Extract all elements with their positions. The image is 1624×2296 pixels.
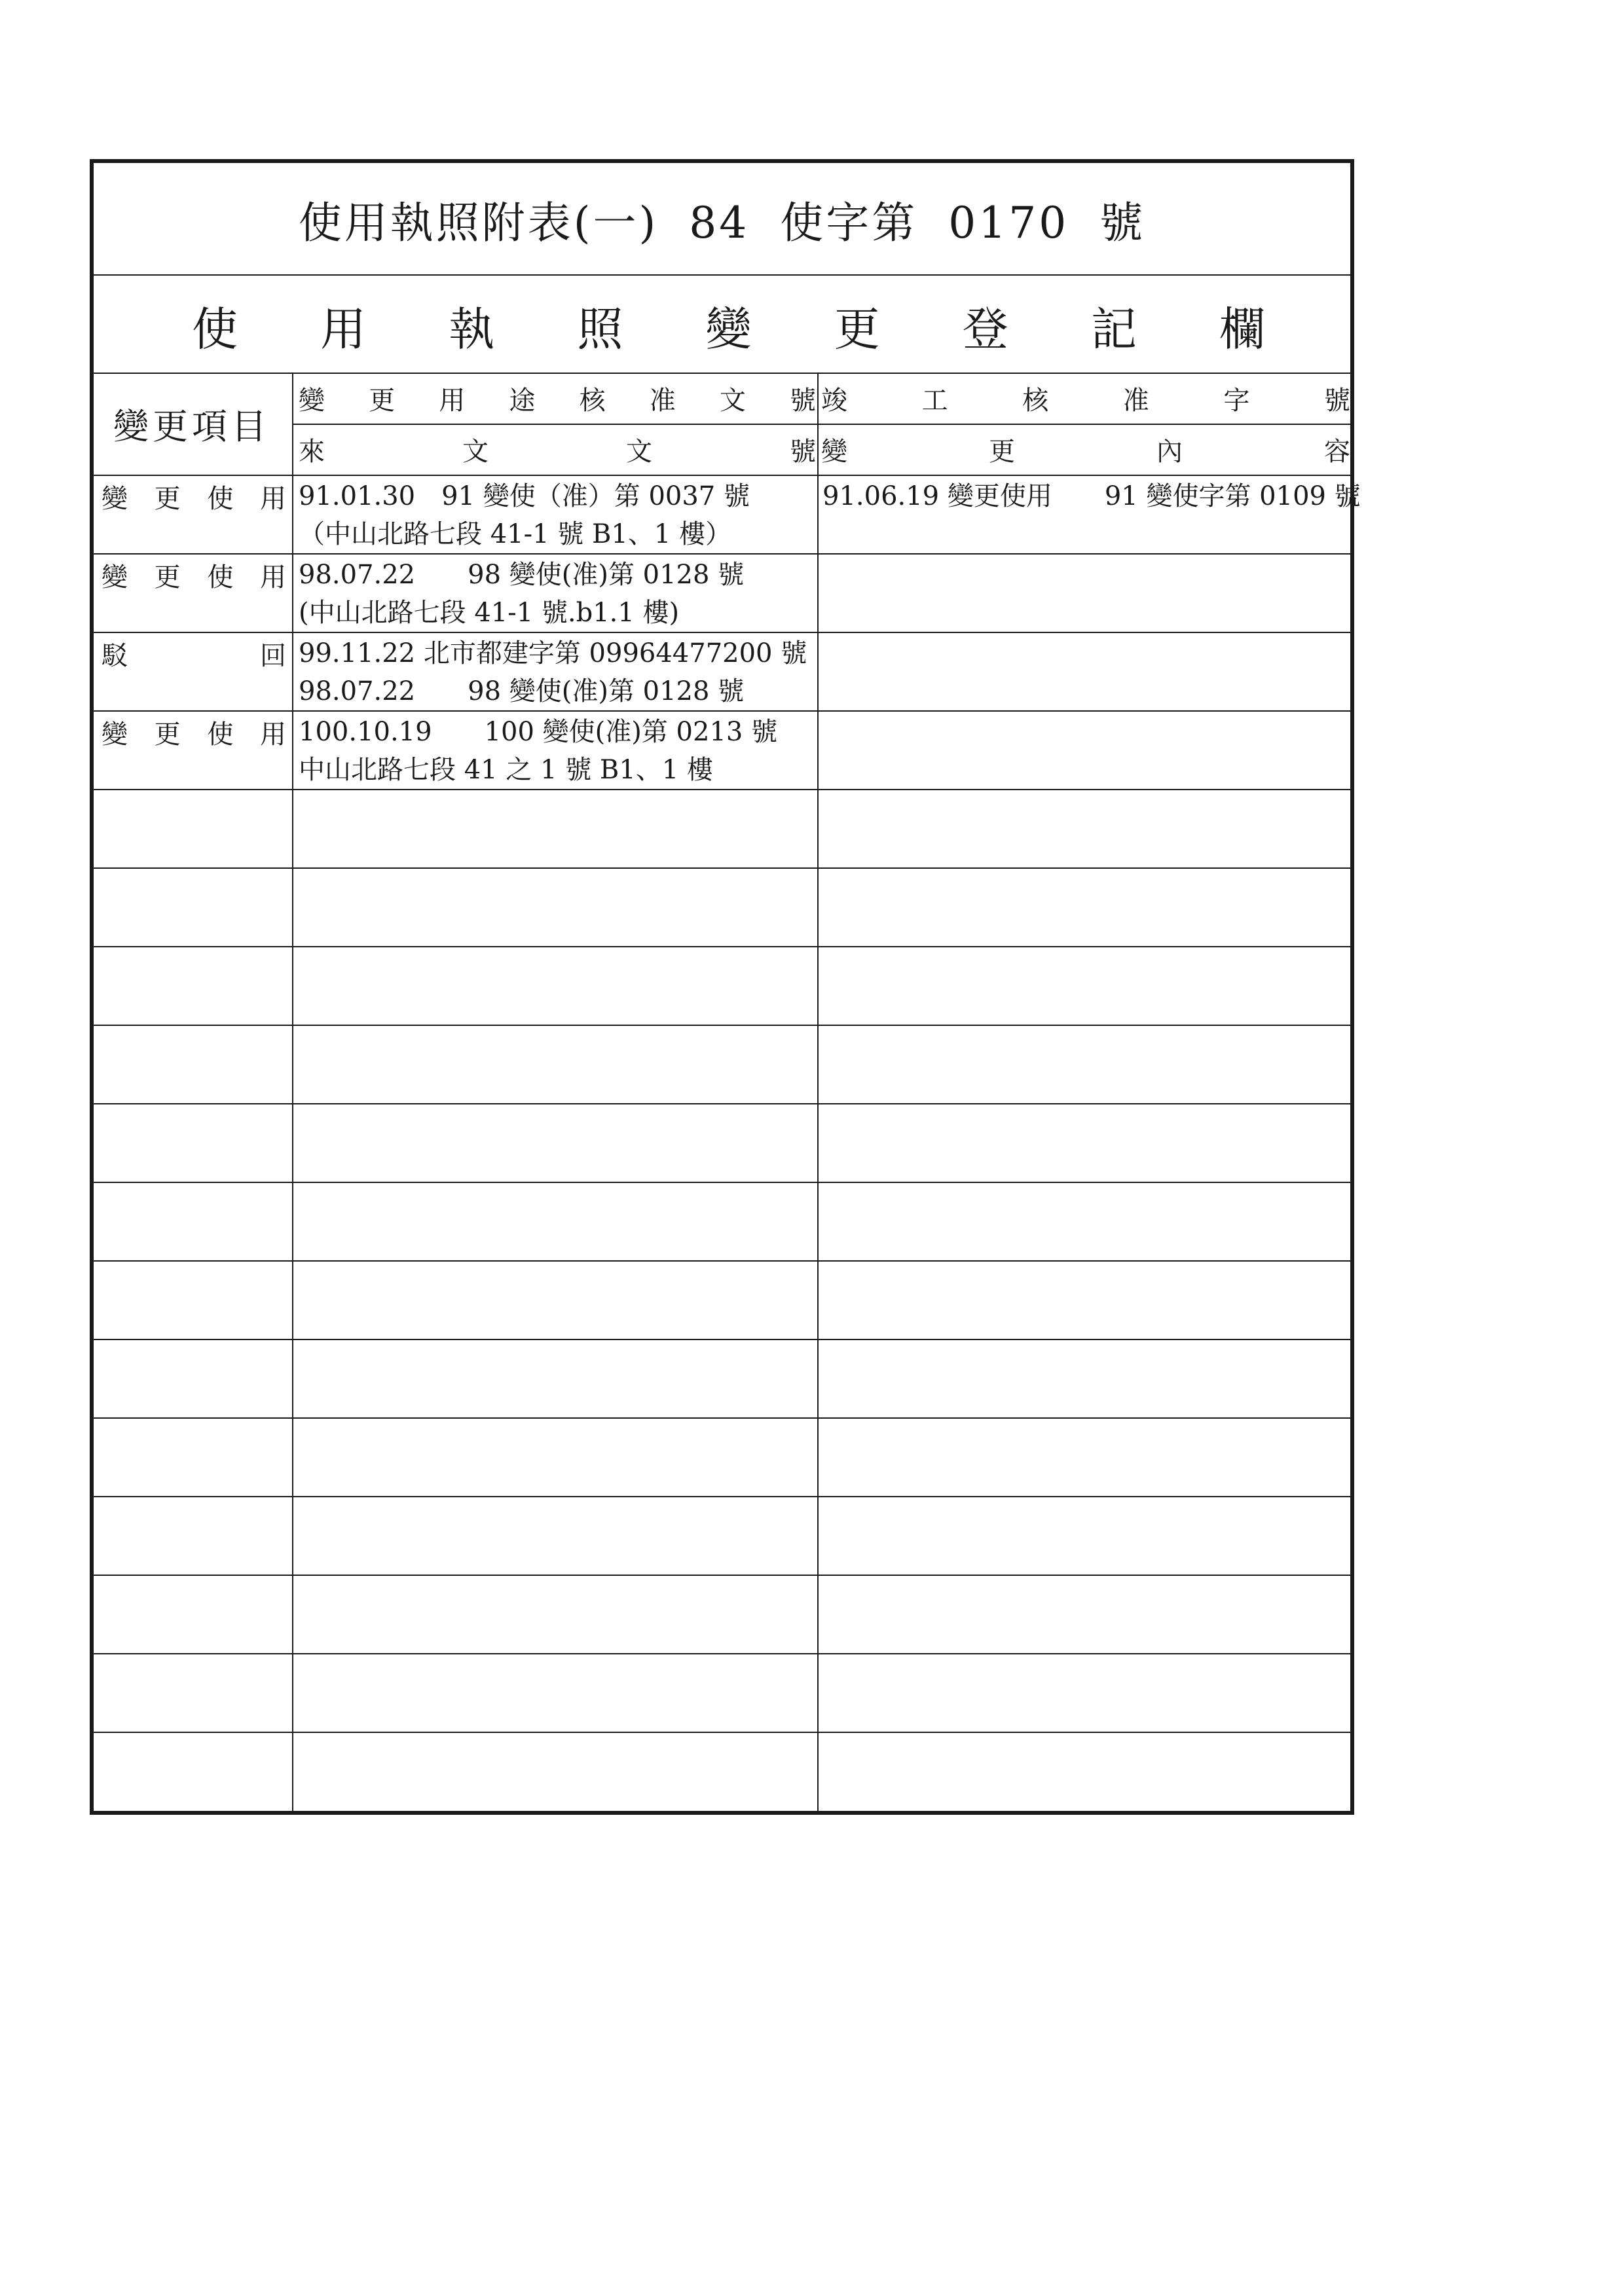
header-char: 內 <box>1156 436 1183 467</box>
change-item-char: 使 <box>207 483 234 514</box>
section-title-char: 照 <box>577 302 623 356</box>
header-char: 更 <box>369 385 396 416</box>
header-change-item: 變更項目 <box>113 405 270 447</box>
header-change-content <box>821 428 1350 471</box>
header-char: 工 <box>921 385 948 416</box>
registration-form-frame <box>90 159 1361 1815</box>
header-char: 准 <box>649 385 676 416</box>
row-divider <box>94 1417 1350 1419</box>
change-item-char: 變 <box>101 483 128 514</box>
row-divider <box>94 1653 1350 1654</box>
row-divider <box>94 1182 1350 1183</box>
header-char: 變 <box>821 436 847 467</box>
form-title: 使用執照附表(一) 84 使字第 0170 號 <box>298 197 1146 248</box>
approval-doc-line: 100.10.19 100 變使(准)第 0213 號 <box>299 717 778 747</box>
row-divider <box>94 1339 1350 1340</box>
header-char: 號 <box>789 385 816 416</box>
header-char: 用 <box>439 385 466 416</box>
header-char: 竣 <box>821 385 847 416</box>
change-item-char: 使 <box>207 562 234 592</box>
header-char: 途 <box>509 385 536 416</box>
header-char: 核 <box>579 385 606 416</box>
change-item-cell <box>101 637 286 670</box>
divider <box>293 424 1350 425</box>
header-char: 核 <box>1022 385 1049 416</box>
change-item-cell <box>101 480 286 513</box>
header-char: 變 <box>299 385 325 416</box>
section-title-char: 登 <box>962 302 1008 356</box>
address-line: （中山北路七段 41-1 號 B1、1 樓） <box>299 519 732 549</box>
header-char: 容 <box>1324 436 1350 467</box>
row-divider <box>94 632 1350 633</box>
header-completion-approval-no <box>821 376 1350 420</box>
section-title-char: 記 <box>1090 302 1137 356</box>
change-item-char: 變 <box>101 562 128 592</box>
header-approval-doc-no <box>299 376 816 420</box>
section-title-char: 變 <box>705 302 752 356</box>
section-title-char: 欄 <box>1219 302 1265 356</box>
header-char: 來 <box>299 436 325 467</box>
header-char: 更 <box>989 436 1015 467</box>
header-char: 准 <box>1122 385 1149 416</box>
change-content-cell: 91.06.19 變更使用 91 變使字第 0109 號 <box>822 481 1361 511</box>
row-divider <box>94 710 1350 712</box>
section-title-char: 用 <box>320 302 367 356</box>
section-title-char: 執 <box>449 302 495 356</box>
address-line: (中山北路七段 41-1 號.b1.1 樓) <box>299 598 680 628</box>
address-line: 98.07.22 98 變使(准)第 0128 號 <box>299 676 745 706</box>
header-char: 文 <box>626 436 652 467</box>
change-item-char: 更 <box>154 483 181 514</box>
address-line: 中山北路七段 41 之 1 號 B1、1 樓 <box>299 755 713 785</box>
header-incoming-doc-no <box>299 428 816 471</box>
row-divider <box>94 1103 1350 1104</box>
row-divider <box>94 1575 1350 1576</box>
change-item-char: 用 <box>259 483 286 514</box>
row-divider <box>94 553 1350 555</box>
header-char: 號 <box>790 436 816 467</box>
row-divider <box>94 789 1350 790</box>
approval-doc-line: 99.11.22 北市都建字第 09964477200 號 <box>299 638 807 668</box>
change-item-char: 變 <box>101 719 128 750</box>
header-char: 文 <box>719 385 746 416</box>
row-divider <box>94 1025 1350 1026</box>
approval-doc-cell <box>299 634 807 710</box>
row-divider <box>94 867 1350 869</box>
change-item-cell <box>101 558 286 591</box>
approval-doc-cell <box>299 556 744 632</box>
row-divider <box>94 1260 1350 1262</box>
change-item-char: 更 <box>154 719 181 750</box>
header-char: 號 <box>1323 385 1350 416</box>
change-item-char: 用 <box>259 562 286 592</box>
row-divider <box>94 1732 1350 1733</box>
approval-doc-cell <box>299 713 777 789</box>
change-item-char: 更 <box>154 562 181 592</box>
section-title-char: 更 <box>834 302 880 356</box>
divider <box>94 475 1350 476</box>
divider <box>94 274 1350 276</box>
approval-doc-line: 91.01.30 91 變使（准）第 0037 號 <box>299 481 750 511</box>
column-divider <box>817 373 819 1811</box>
change-item-char: 使 <box>207 719 234 750</box>
row-divider <box>94 1496 1350 1497</box>
section-title <box>192 280 1265 371</box>
approval-doc-line: 98.07.22 98 變使(准)第 0128 號 <box>299 560 745 590</box>
column-divider <box>292 373 293 1811</box>
approval-doc-cell <box>299 477 750 553</box>
change-item-char: 回 <box>260 640 286 671</box>
header-char: 字 <box>1223 385 1250 416</box>
change-item-char: 用 <box>259 719 286 750</box>
section-title-char: 使 <box>192 302 238 356</box>
row-divider <box>94 946 1350 947</box>
header-char: 文 <box>462 436 489 467</box>
change-item-cell <box>101 716 286 748</box>
change-item-char: 駁 <box>101 640 128 671</box>
